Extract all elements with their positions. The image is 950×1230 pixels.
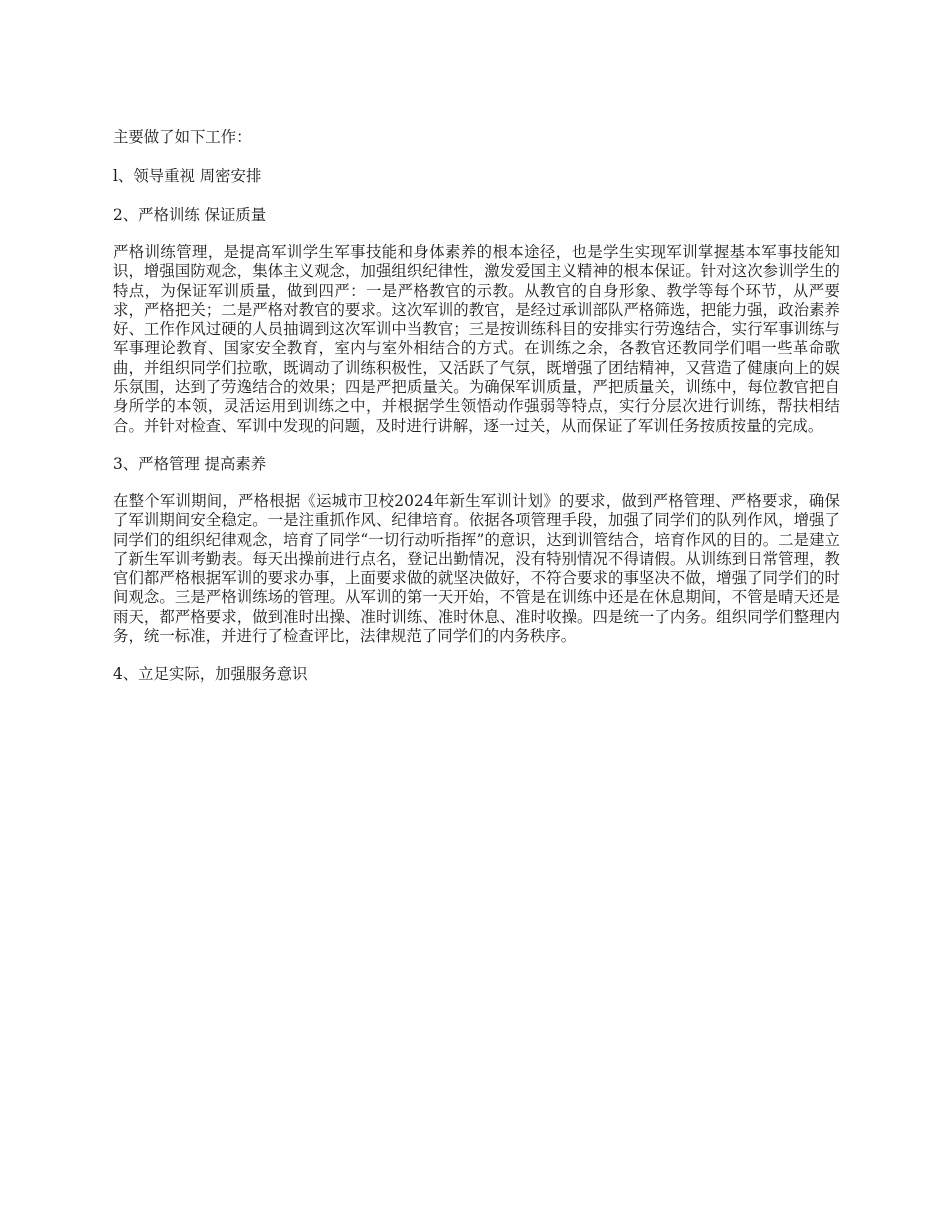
section-heading-3: 3、严格管理 提高素养 <box>113 454 267 473</box>
section-body-3: 在整个军训期间，严格根据《运城市卫校2024年新生军训计划》的要求，做到严格管理、严格要求，确保了军训期间安全稳定。一是注重抓作风、纪律培育。依据各项管理手段，加强了同学们的队列作风，增强了同学们的组织纪律观念，培育了同学“一切行动听指挥”的意识，达到训管结合，培育作风的目的。二是建立了新生军训考勤表。每天出操前进行点名，登记出勤情况，没有特别情况不得请假。从训练到日常管理，教官们都严格根据军训的要求办事，上面要求做的就坚决做好，不符合要求的事坚决不做，增强了同学们的时间观念。三是严格训练场的管理。从军训的第一天开始，不管是在训练中还是在休息期间，不管是晴天还是雨天，都严格要求，做到准时出操、准时训练、准时休息、准时收操。四是统一了内务。组织同学们整理内务，统一标准，并进行了检查评比，法律规范了同学们的内务秩序。 <box>113 491 840 646</box>
intro-line: 主要做了如下工作： <box>113 128 252 146</box>
section-body-2: 严格训练管理，是提高军训学生军事技能和身体素养的根本途径，也是学生实现军训掌握基本军事技能知识，增强国防观念，集体主义观念，加强组织纪律性，激发爱国主义精神的根本保证。针对这次参训学生的特点，为保证军训质量，做到四严：一是严格教官的示教。从教官的自身形象、教学等每个环节，从严要求，严格把关；二是严格对教官的要求。这次军训的教官，是经过承训部队严格筛选，把能力强，政治素养好、工作作风过硬的人员抽调到这次军训中当教官；三是按训练科目的安排实行劳逸结合，实行军事训练与军事理论教育、国家安全教育，室内与室外相结合的方式。在训练之余，各教官还教同学们唱一些革命歌曲，并组织同学们拉歌，既调动了训练积极性，又活跃了气氛，既增强了团结精神，又营造了健康向上的娱乐氛围，达到了劳逸结合的效果；四是严把质量关。为确保军训质量，严把质量关，训练中，每位教官把自身所学的本领，灵活运用到训练之中，并根据学生领悟动作强弱等特点，实行分层次进行训练，帮扶相结合。并针对检查、军训中发现的问题，及时进行讲解，逐一过关，从而保证了军训任务按质按量的完成。 <box>113 243 840 435</box>
section-heading-4: 4、立足实际，加强服务意识 <box>113 665 308 684</box>
document-page <box>113 126 840 702</box>
section-heading-2: 2、严格训练 保证质量 <box>113 206 267 224</box>
section-heading-1: l、领导重视 周密安排 <box>113 167 262 185</box>
